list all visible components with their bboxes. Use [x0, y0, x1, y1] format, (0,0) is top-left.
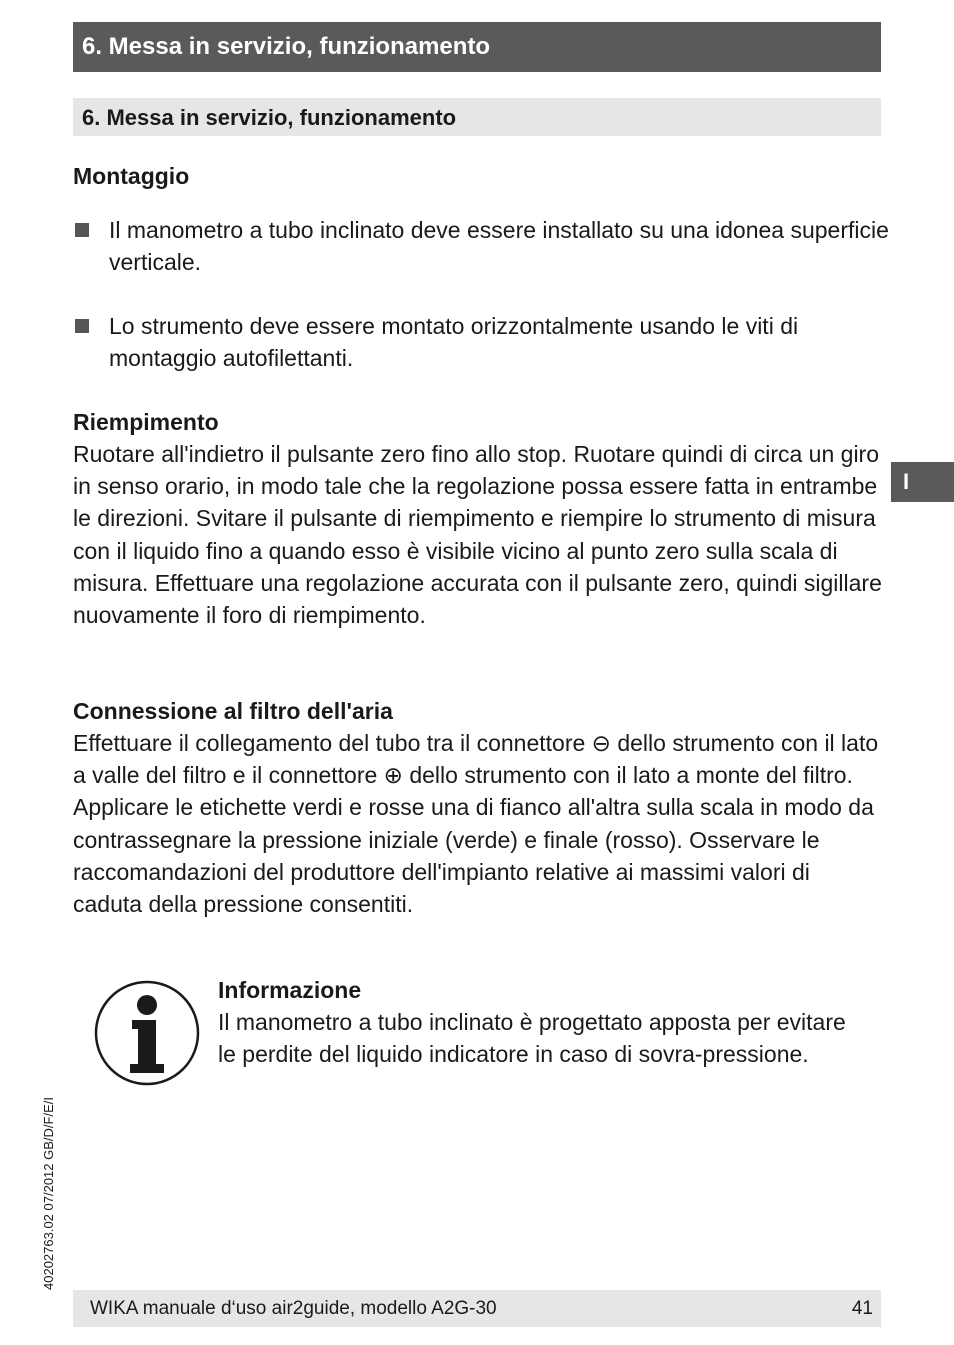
chapter-title-bar: 6. Messa in servizio, funzionamento — [73, 22, 881, 72]
heading-connessione: Connessione al filtro dell'aria — [73, 698, 393, 724]
heading-montaggio: Montaggio — [73, 163, 190, 189]
document-code: 40202763.02 07/2012 GB/D/F/E/I — [41, 1097, 56, 1290]
info-text: Il manometro a tubo inclinato è progettato apposta per evitare le perdite del liquido indicatore in caso di sovra-pressione. — [218, 1009, 846, 1068]
language-tab: I — [891, 462, 954, 502]
list-item-text: Il manometro a tubo inclinato deve essere installato su una idonea superficie verticale. — [109, 217, 889, 276]
paragraph-connessione: Effettuare il collegamento del tubo tra il connettore ⊖ dello strumento con il lato a valle del filtro e il connettore ⊕ dello strumento con il lato a monte del filtro. Applicare le etichette verdi e rosse una di fianco all'altra sulla scala in modo da contrassegnare la pressione iniziale (verde) e finale (rosso). Osservare le raccomandazioni del produttore dell'impianto relative ai massimi valori di caduta della pressione consentiti. — [73, 730, 879, 918]
square-bullet-icon — [75, 319, 89, 333]
page-number: 41 — [851, 1298, 873, 1319]
footer-bar — [73, 1290, 881, 1327]
list-item-text: Lo strumento deve essere montato orizzontalmente usando le viti di montaggio autofilettanti. — [109, 313, 799, 372]
section-title-bar: 6. Messa in servizio, funzionamento — [73, 98, 881, 136]
square-bullet-icon — [75, 223, 89, 237]
info-heading: Informazione — [218, 977, 362, 1003]
footer-title: WIKA manuale d‘uso air2guide, modello A2G-30 — [90, 1298, 497, 1319]
info-icon — [94, 980, 200, 1086]
heading-riempimento: Riempimento — [73, 409, 219, 435]
paragraph-riempimento: Ruotare all'indietro il pulsante zero fino allo stop. Ruotare quindi di circa un giro in senso orario, in modo tale che la regolazione possa essere fatta in entrambe le direzioni. Svitare il pulsante di riempimento e riempire lo strumento di misura con il liquido fino a quando esso è visibile vicino al punto zero sulla scala di misura. Effettuare una regolazione accurata con il pulsante zero, quindi sigillare nuovamente il foro di riempimento. — [73, 441, 882, 629]
